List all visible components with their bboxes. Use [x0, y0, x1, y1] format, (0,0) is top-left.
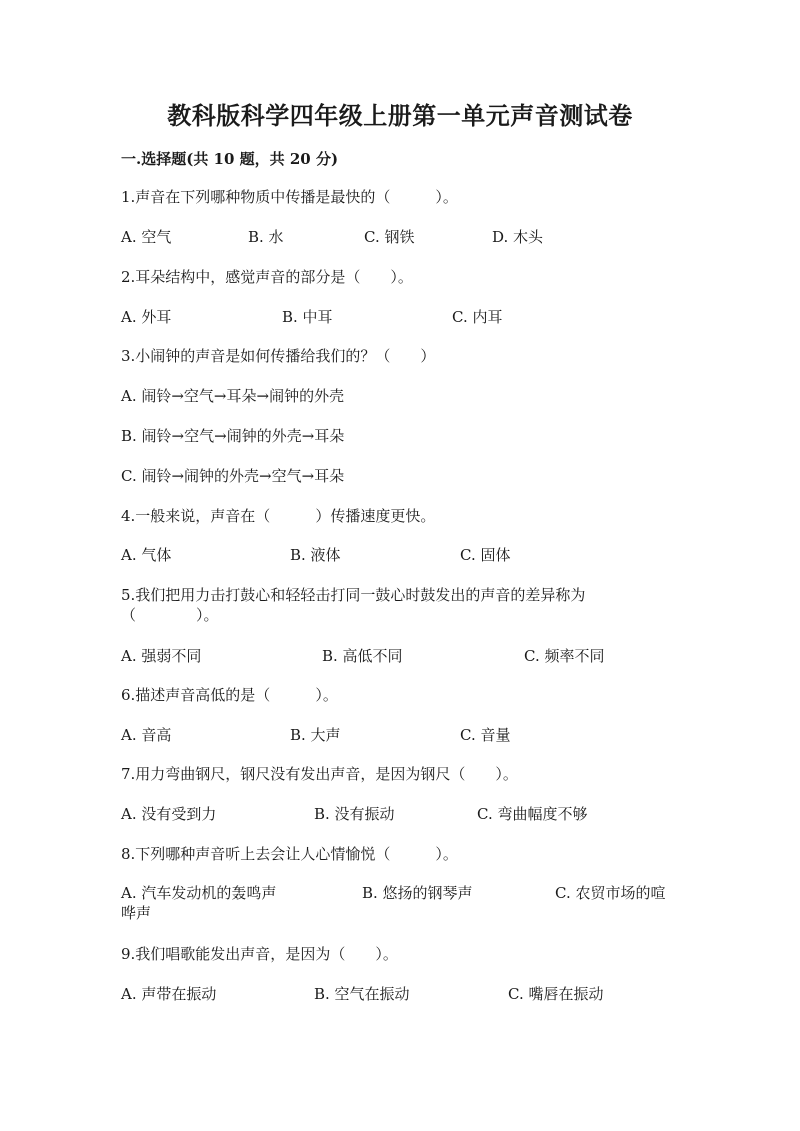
q7-option-a: A. 没有受到力 [121, 805, 217, 823]
q8-option-c-continued: 哗声 [121, 904, 152, 922]
question-5: 5.我们把用力击打鼓心和轻轻击打同一鼓心时鼓发出的声音的差异称为 [121, 586, 586, 604]
section-heading: 一.选择题(共 10 题，共 20 分) [121, 150, 339, 168]
q9-option-b: B. 空气在振动 [314, 985, 410, 1003]
q1-option-b: B. 水 [248, 228, 284, 246]
q4-option-a: A. 气体 [121, 546, 172, 564]
q3-option-b: B. 闹铃→空气→闹钟的外壳→耳朵 [121, 427, 345, 445]
q8-option-b: B. 悠扬的钢琴声 [362, 884, 473, 902]
q4-option-b: B. 液体 [290, 546, 341, 564]
q6-option-c: C. 音量 [460, 726, 511, 744]
question-4: 4.一般来说，声音在（ ）传播速度更快。 [121, 507, 436, 525]
q1-option-c: C. 钢铁 [364, 228, 415, 246]
q1-option-a: A. 空气 [121, 228, 172, 246]
question-3: 3.小闹钟的声音是如何传播给我们的？（ ） [121, 347, 436, 365]
q2-option-c: C. 内耳 [452, 308, 503, 326]
q2-option-b: B. 中耳 [282, 308, 333, 326]
q9-option-a: A. 声带在振动 [121, 985, 217, 1003]
q2-option-a: A. 外耳 [121, 308, 172, 326]
question-1: 1.声音在下列哪种物质中传播是最快的（ ）。 [121, 188, 458, 206]
question-7: 7.用力弯曲钢尺，钢尺没有发出声音，是因为钢尺（ ）。 [121, 765, 518, 783]
page-title: 教科版科学四年级上册第一单元声音测试卷 [167, 101, 633, 130]
q5-option-c: C. 频率不同 [524, 647, 605, 665]
q1-option-d: D. 木头 [492, 228, 544, 246]
q9-option-c: C. 嘴唇在振动 [508, 985, 604, 1003]
q7-option-b: B. 没有振动 [314, 805, 395, 823]
q5-option-b: B. 高低不同 [322, 647, 403, 665]
question-6: 6.描述声音高低的是（ ）。 [121, 686, 338, 704]
q3-option-a: A. 闹铃→空气→耳朵→闹钟的外壳 [121, 387, 345, 405]
question-8: 8.下列哪种声音听上去会让人心情愉悦（ ）。 [121, 845, 458, 863]
q7-option-c: C. 弯曲幅度不够 [477, 805, 588, 823]
q8-option-c: C. 农贸市场的喧 [555, 884, 666, 902]
question-2: 2.耳朵结构中，感觉声音的部分是（ ）。 [121, 268, 413, 286]
q6-option-a: A. 音高 [121, 726, 172, 744]
q8-option-a: A. 汽车发动机的轰鸣声 [121, 884, 277, 902]
q3-option-c: C. 闹铃→闹钟的外壳→空气→耳朵 [121, 467, 345, 485]
question-9: 9.我们唱歌能发出声音，是因为（ ）。 [121, 945, 398, 963]
question-5-continued: （ ）。 [121, 606, 219, 624]
q6-option-b: B. 大声 [290, 726, 341, 744]
q5-option-a: A. 强弱不同 [121, 647, 202, 665]
q4-option-c: C. 固体 [460, 546, 511, 564]
